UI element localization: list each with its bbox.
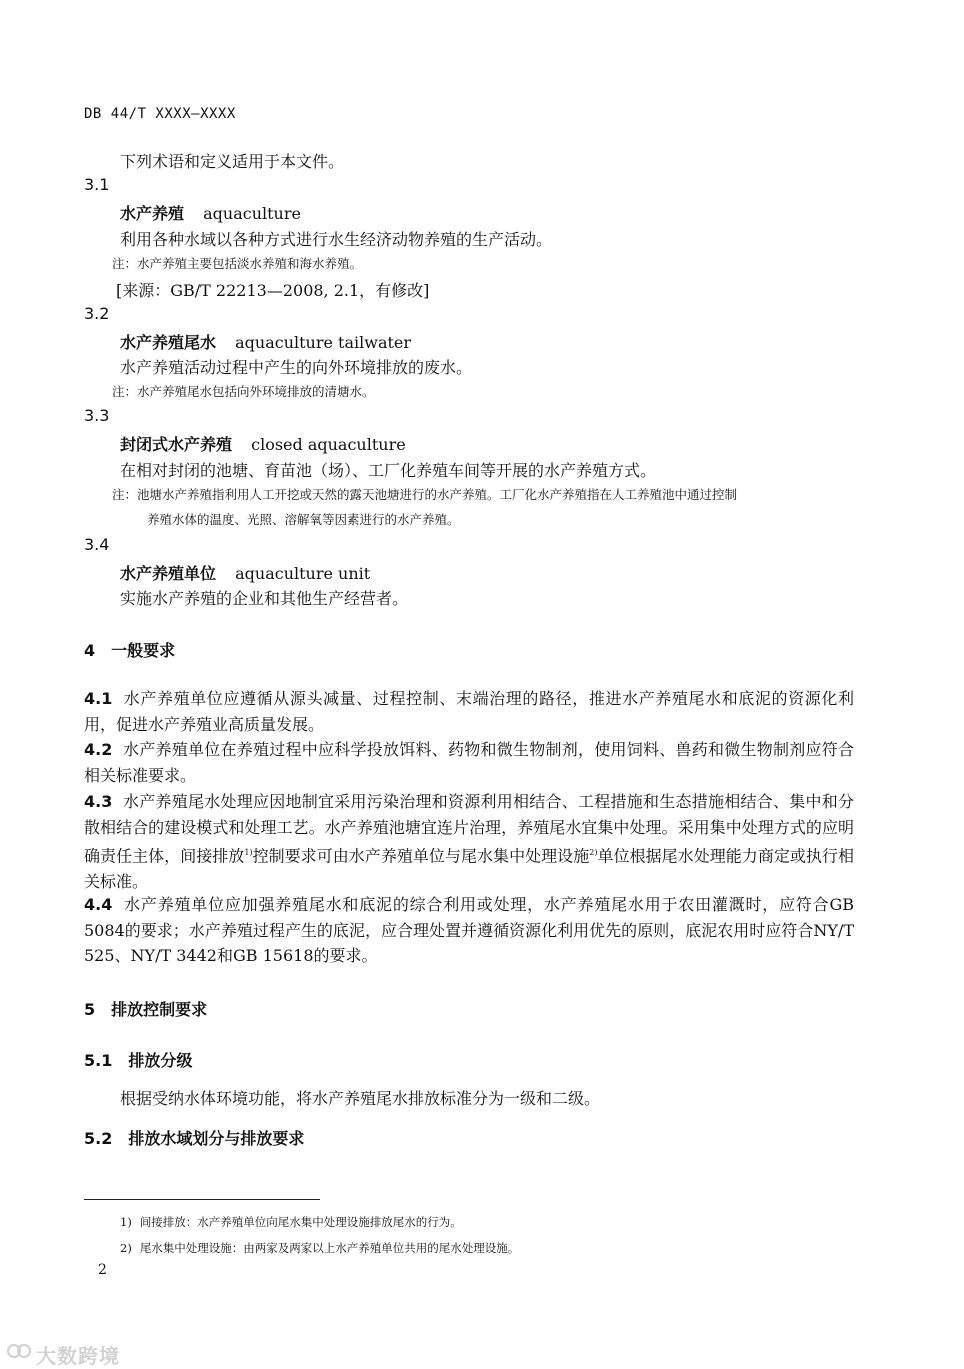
term-name-cn: 水产养殖 [120, 204, 185, 223]
clause-number: 4.3 [84, 792, 113, 811]
clause-number: 4.2 [84, 740, 113, 759]
term-name-en: closed aquaculture [251, 435, 406, 454]
subsection-heading [84, 1126, 304, 1149]
term-name-en: aquaculture unit [235, 564, 371, 583]
term-number: 3.2 [84, 304, 110, 323]
footnote-text: 间接排放：水产养殖单位向尾水集中处理设施排放尾水的行为。 [139, 1215, 462, 1229]
footnote [120, 1240, 519, 1256]
document-code-header: DB 44/T XXXX—XXXX [84, 106, 236, 122]
footnote-text: 尾水集中处理设施：由两家及两家以上水产养殖单位共用的尾水处理设施。 [139, 1241, 520, 1255]
note-label: 注： [112, 384, 138, 399]
footnote-ref[interactable]: 1) [244, 848, 253, 858]
term-name-cn: 水产养殖单位 [120, 564, 217, 583]
term-number: 3.4 [84, 535, 110, 554]
section-title: 一般要求 [111, 641, 176, 660]
subsection-number: 5.1 [84, 1051, 113, 1070]
note-label: 注： [112, 256, 138, 271]
term-definition: 水产养殖活动过程中产生的向外环境排放的废水。 [120, 358, 473, 377]
clause-4-1 [84, 686, 854, 737]
clause-4-4 [84, 892, 854, 969]
term-name-en: aquaculture tailwater [235, 333, 412, 352]
clause-4-2 [84, 737, 854, 788]
subsection-number: 5.2 [84, 1129, 113, 1148]
section-title: 排放控制要求 [111, 1000, 208, 1019]
clause-4-3 [84, 789, 854, 895]
term-definition: 利用各种水域以各种方式进行水生经济动物养殖的生产活动。 [120, 230, 553, 249]
section-heading [84, 638, 175, 661]
term-number: 3.1 [84, 175, 110, 194]
footnote-divider [84, 1199, 320, 1200]
term-note: 水产养殖尾水包括向外环境排放的清塘水。 [137, 384, 375, 399]
subsection-heading [84, 1048, 192, 1071]
term-note-continued: 养殖水体的温度、光照、溶解氧等因素进行的水产养殖。 [147, 512, 460, 527]
term-name-cn: 水产养殖尾水 [120, 333, 217, 352]
section-number: 4 [84, 641, 96, 660]
page-number: 2 [98, 1262, 107, 1278]
watermark-logo-icon [6, 1341, 32, 1361]
subsection-text: 根据受纳水体环境功能，将水产养殖尾水排放标准分为一级和二级。 [120, 1089, 601, 1108]
terms-intro: 下列术语和定义适用于本文件。 [120, 152, 345, 171]
footnote-ref[interactable]: 2) [589, 848, 598, 858]
footnote-mark: 2) [120, 1241, 132, 1255]
section-heading [84, 997, 207, 1020]
term-definition: 在相对封闭的池塘、育苗池（场）、工厂化养殖车间等开展的水产养殖方式。 [120, 461, 657, 480]
clause-text: 水产养殖单位在养殖过程中应科学投放饵料、药物和微生物制剂，使用饲料、兽药和微生物制剂应符合相关标准要求。 [84, 740, 854, 785]
term-definition: 实施水产养殖的企业和其他生产经营者。 [120, 589, 409, 608]
clause-text: 水产养殖尾水处理应因地制宜采用污染治理和资源利用相结合、工程措施和生态措施相结合、集中和分散相结合的建设模式和处理工艺。水产养殖池塘宜连片治理，养殖尾水宜集中处理。采用集中处理方式的应明确责任主体，间接排放 [84, 792, 854, 866]
section-number: 5 [84, 1000, 96, 1019]
watermark-text: 大数跨境 [36, 1344, 120, 1368]
subsection-title: 排放分级 [128, 1051, 193, 1070]
note-label: 注： [112, 487, 138, 502]
clause-text: 控制要求可由水产养殖单位与尾水集中处理设施 [252, 846, 590, 866]
clause-number: 4.4 [84, 895, 113, 914]
clause-text: 水产养殖单位应遵循从源头减量、过程控制、末端治理的路径，推进水产养殖尾水和底泥的资源化利用，促进水产养殖业高质量发展。 [84, 689, 854, 734]
term-note: 水产养殖主要包括淡水养殖和海水养殖。 [137, 256, 363, 271]
term-note: 池塘水产养殖指利用人工开挖或天然的露天池塘进行的水产养殖。工厂化水产养殖指在人工养殖池中通过控制 [137, 487, 738, 502]
term-number: 3.3 [84, 406, 110, 425]
clause-number: 4.1 [84, 689, 113, 708]
term-source: [来源：GB/T 22213—2008, 2.1，有修改] [116, 281, 430, 300]
clause-text: 单位根据尾水处理能力商定或执行相关标准。 [84, 846, 854, 892]
footnote [120, 1214, 462, 1230]
term-name-en: aquaculture [203, 204, 301, 223]
footnote-mark: 1) [120, 1215, 132, 1229]
term-name-cn: 封闭式水产养殖 [120, 435, 233, 454]
clause-text: 水产养殖单位应加强养殖尾水和底泥的综合利用或处理，水产养殖尾水用于农田灌溉时，应符合GB 5084的要求；水产养殖过程产生的底泥，应合理处置并遵循资源化利用优先的原则，底泥农用时应符合NY/T 525、NY/T 3442和GB 15618的要求。 [84, 895, 854, 966]
subsection-title: 排放水域划分与排放要求 [128, 1129, 305, 1148]
